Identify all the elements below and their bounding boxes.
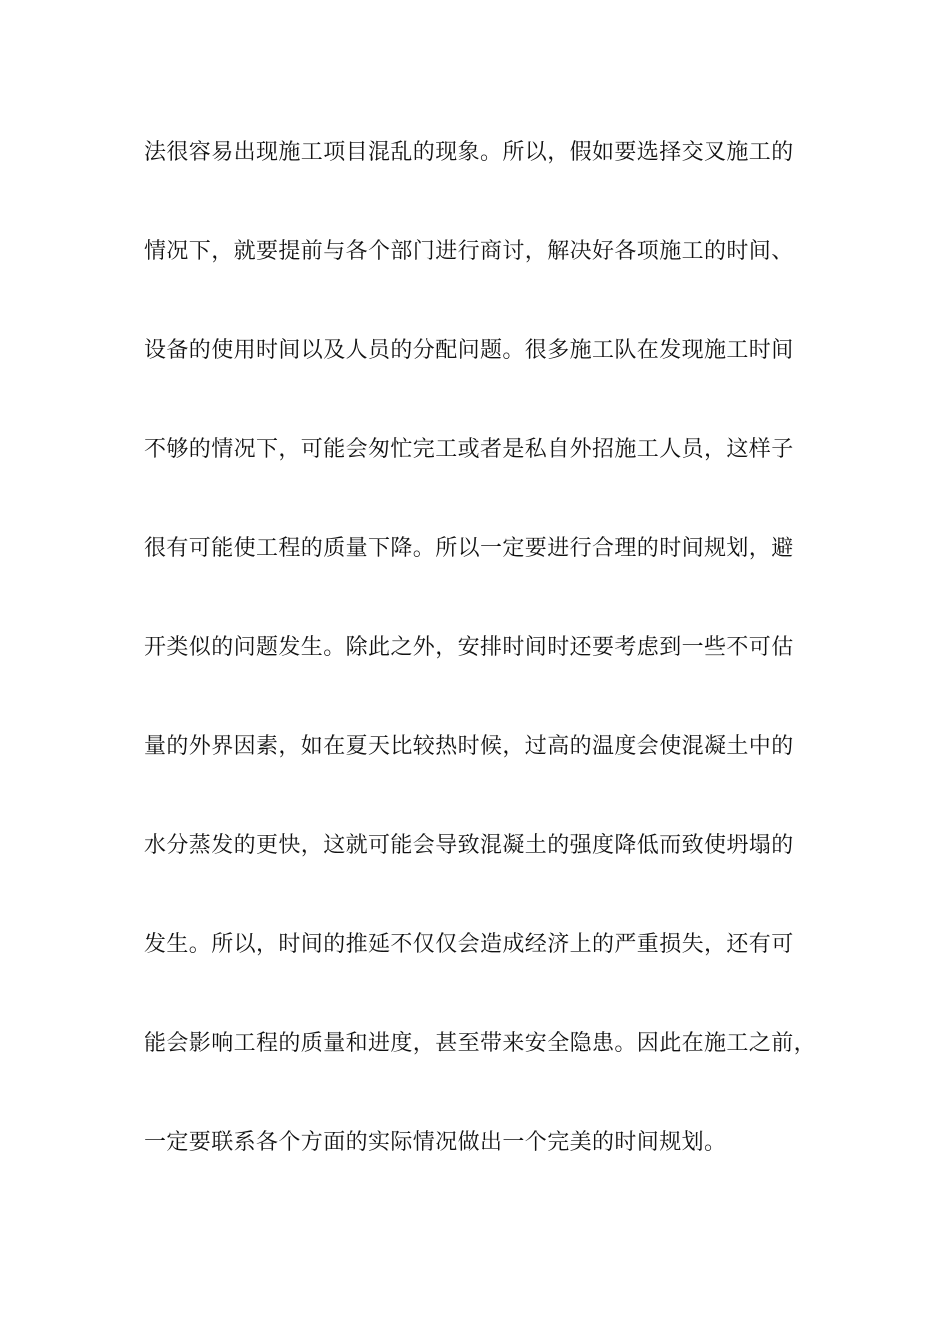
body-paragraph [144, 128, 834, 1217]
text-line-6: 开类似的问题发生。除此之外，安排时间时还要考虑到一些不可估 [144, 635, 794, 660]
text-line-7: 量的外界因素，如在夏天比较热时候，过高的温度会使混凝土中的 [144, 734, 794, 759]
text-line-4: 不够的情况下，可能会匆忙完工或者是私自外招施工人员，这样子 [144, 437, 794, 462]
text-line-5: 很有可能使工程的质量下降。所以一定要进行合理的时间规划，避 [144, 536, 794, 561]
text-line-10: 能会影响工程的质量和进度，甚至带来安全隐患。因此在施工之前， [144, 1031, 817, 1056]
text-line-1: 法很容易出现施工项目混乱的现象。所以，假如要选择交叉施工的 [144, 140, 794, 165]
text-line-8: 水分蒸发的更快，这就可能会导致混凝土的强度降低而致使坍塌的 [144, 833, 794, 858]
text-line-2: 情况下，就要提前与各个部门进行商讨，解决好各项施工的时间、 [144, 239, 794, 264]
text-line-3: 设备的使用时间以及人员的分配问题。很多施工队在发现施工时间 [144, 338, 794, 363]
text-line-9: 发生。所以，时间的推延不仅仅会造成经济上的严重损失，还有可 [144, 932, 794, 957]
text-line-11: 一定要联系各个方面的实际情况做出一个完美的时间规划。 [144, 1130, 727, 1155]
